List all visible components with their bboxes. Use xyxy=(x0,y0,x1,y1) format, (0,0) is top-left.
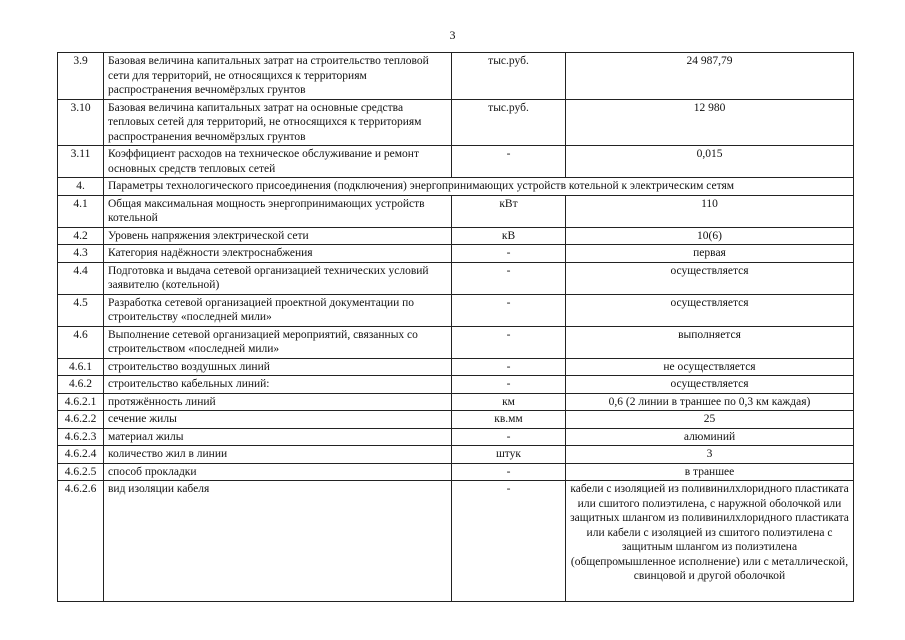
row-unit: - xyxy=(452,481,566,602)
row-value: 0,6 (2 линии в траншее по 0,3 км каждая) xyxy=(566,393,854,411)
row-name: Выполнение сетевой организацией мероприятий, связанных со строительством «последней мили» xyxy=(104,326,452,358)
table-row xyxy=(58,446,854,464)
table-row xyxy=(58,428,854,446)
row-value: 3 xyxy=(566,446,854,464)
row-value: кабели с изоляцией из поливинилхлоридного пластиката или сшитого полиэтилена, с наружной оболочкой или защитных шлангом из поливинилхлоридного пластиката или кабели с изоляцией из сшитого полиэтилена с защитным шлангом из полиэтилена (общепромышленное исполнение) или с металлической, свинцовой и другой оболочкой xyxy=(566,481,854,602)
row-value: 110 xyxy=(566,195,854,227)
row-value: выполняется xyxy=(566,326,854,358)
parameters-table xyxy=(57,52,854,602)
row-name: количество жил в линии xyxy=(104,446,452,464)
row-name: строительство кабельных линий: xyxy=(104,376,452,394)
row-name: Категория надёжности электроснабжения xyxy=(104,245,452,263)
row-number: 3.10 xyxy=(58,99,104,146)
row-unit: тыс.руб. xyxy=(452,99,566,146)
table-row xyxy=(58,376,854,394)
row-number: 4.3 xyxy=(58,245,104,263)
row-number: 4.1 xyxy=(58,195,104,227)
row-number: 4.6.2.5 xyxy=(58,463,104,481)
row-value: 25 xyxy=(566,411,854,429)
row-name: Разработка сетевой организацией проектной документации по строительству «последней мили» xyxy=(104,294,452,326)
row-value: 12 980 xyxy=(566,99,854,146)
row-unit: - xyxy=(452,262,566,294)
row-unit: кВ xyxy=(452,227,566,245)
table-row xyxy=(58,146,854,178)
row-value: не осуществляется xyxy=(566,358,854,376)
section-title: Параметры технологического присоединения (подключения) энергопринимающих устройств котельной к электрическим сетям xyxy=(104,178,854,196)
table-row xyxy=(58,411,854,429)
row-name: строительство воздушных линий xyxy=(104,358,452,376)
row-unit: - xyxy=(452,463,566,481)
row-unit: км xyxy=(452,393,566,411)
row-name: сечение жилы xyxy=(104,411,452,429)
table-row xyxy=(58,326,854,358)
table-section-row xyxy=(58,178,854,196)
row-number: 4.6 xyxy=(58,326,104,358)
table-row xyxy=(58,195,854,227)
table-row xyxy=(58,262,854,294)
table-row xyxy=(58,53,854,100)
row-number: 4.6.1 xyxy=(58,358,104,376)
row-unit: - xyxy=(452,376,566,394)
row-number: 3.9 xyxy=(58,53,104,100)
row-unit: - xyxy=(452,358,566,376)
row-unit: - xyxy=(452,146,566,178)
row-value: в траншее xyxy=(566,463,854,481)
table-row xyxy=(58,227,854,245)
row-name: вид изоляции кабеля xyxy=(104,481,452,602)
row-unit: кВт xyxy=(452,195,566,227)
row-name: протяжённость линий xyxy=(104,393,452,411)
row-value: осуществляется xyxy=(566,294,854,326)
row-number: 4.4 xyxy=(58,262,104,294)
page-number: 3 xyxy=(449,28,456,42)
table-row xyxy=(58,358,854,376)
table-row xyxy=(58,245,854,263)
row-value: первая xyxy=(566,245,854,263)
row-number: 4.6.2.2 xyxy=(58,411,104,429)
row-name: способ прокладки xyxy=(104,463,452,481)
row-unit: кв.мм xyxy=(452,411,566,429)
row-name: Уровень напряжения электрической сети xyxy=(104,227,452,245)
row-number: 4.6.2.6 xyxy=(58,481,104,602)
row-number: 4. xyxy=(58,178,104,196)
row-unit: - xyxy=(452,326,566,358)
row-name: Коэффициент расходов на техническое обслуживание и ремонт основных средств тепловых сетей xyxy=(104,146,452,178)
row-number: 4.6.2 xyxy=(58,376,104,394)
row-unit: - xyxy=(452,245,566,263)
table-row xyxy=(58,481,854,602)
row-name: Подготовка и выдача сетевой организацией технических условий заявителю (котельной) xyxy=(104,262,452,294)
row-number: 4.6.2.1 xyxy=(58,393,104,411)
row-number: 4.6.2.3 xyxy=(58,428,104,446)
row-unit: штук xyxy=(452,446,566,464)
row-name: Базовая величина капитальных затрат на строительство тепловой сети для территорий, не относящихся к территориям распространения вечномёрзлых грунтов xyxy=(104,53,452,100)
row-unit: тыс.руб. xyxy=(452,53,566,100)
row-number: 4.6.2.4 xyxy=(58,446,104,464)
table-row xyxy=(58,294,854,326)
row-name: Общая максимальная мощность энергопринимающих устройств котельной xyxy=(104,195,452,227)
table-row xyxy=(58,99,854,146)
row-value: осуществляется xyxy=(566,376,854,394)
row-value: 24 987,79 xyxy=(566,53,854,100)
table-row xyxy=(58,463,854,481)
row-unit: - xyxy=(452,294,566,326)
row-number: 4.2 xyxy=(58,227,104,245)
row-value: алюминий xyxy=(566,428,854,446)
row-number: 4.5 xyxy=(58,294,104,326)
row-name: материал жилы xyxy=(104,428,452,446)
row-value: 10(6) xyxy=(566,227,854,245)
row-value: 0,015 xyxy=(566,146,854,178)
row-name: Базовая величина капитальных затрат на основные средства тепловых сетей для территорий, не относящихся к территориям распространения вечномёрзлых грунтов xyxy=(104,99,452,146)
row-value: осуществляется xyxy=(566,262,854,294)
row-number: 3.11 xyxy=(58,146,104,178)
table-row xyxy=(58,393,854,411)
row-unit: - xyxy=(452,428,566,446)
